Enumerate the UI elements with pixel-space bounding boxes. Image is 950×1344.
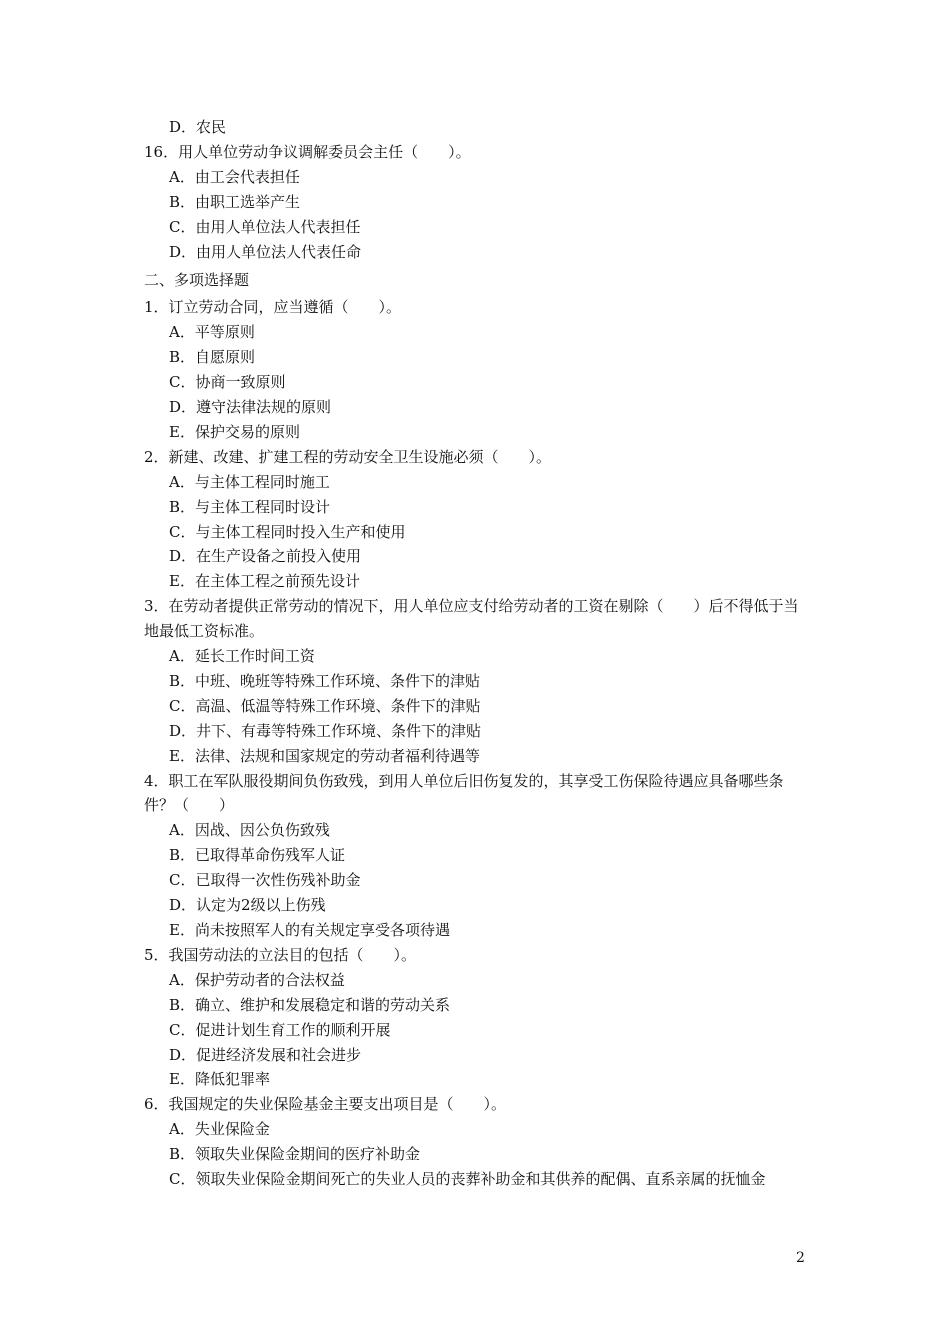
answer-option: B．确立、维护和发展稳定和谐的劳动关系 <box>169 995 451 1014</box>
answer-option: A．由工会代表担任 <box>169 167 300 186</box>
answer-option: D．遵守法律法规的原则 <box>169 397 332 416</box>
question-text: 2．新建、改建、扩建工程的劳动安全卫生设施必须（ ）。 <box>144 447 552 466</box>
answer-option: C．协商一致原则 <box>169 373 286 392</box>
answer-option: E．降低犯罪率 <box>169 1070 270 1089</box>
answer-option: C．领取失业保险金期间死亡的失业人员的丧葬补助金和其供养的配偶、直系亲属的抚恤金 <box>169 1170 766 1189</box>
answer-option: A．保护劳动者的合法权益 <box>169 970 345 989</box>
question-text: 5．我国劳动法的立法目的包括（ ）。 <box>144 945 417 964</box>
answer-option: E．保护交易的原则 <box>169 422 300 441</box>
answer-option: A．因战、因公负伤致残 <box>169 821 330 840</box>
answer-option: C．促进计划生育工作的顺利开展 <box>169 1020 391 1039</box>
answer-option: D．农民 <box>169 118 227 136</box>
answer-option: C．由用人单位法人代表担任 <box>169 217 361 236</box>
answer-option: B．与主体工程同时设计 <box>169 497 331 516</box>
question-text: 4．职工在军队服役期间负伤致残，到用人单位后旧伤复发的，其享受工伤保险待遇应具备哪些条件？（ ） <box>144 771 784 815</box>
question-text: 16．用人单位劳动争议调解委员会主任（ ）。 <box>144 142 471 161</box>
answer-option: E．法律、法规和国家规定的劳动者福利待遇等 <box>169 746 480 765</box>
answer-option: C．已取得一次性伤残补助金 <box>169 871 361 890</box>
answer-option: A．平等原则 <box>169 323 255 342</box>
answer-option: D．由用人单位法人代表任命 <box>169 242 362 261</box>
answer-option: D．促进经济发展和社会进步 <box>169 1045 362 1064</box>
answer-option: D．认定为2级以上伤残 <box>169 896 326 915</box>
question-text: 1．订立劳动合同，应当遵循（ ）。 <box>144 298 402 317</box>
answer-option: B．中班、晚班等特殊工作环境、条件下的津贴 <box>169 671 481 690</box>
answer-option: B．由职工选举产生 <box>169 192 301 211</box>
question-text: 6．我国规定的失业保险基金主要支出项目是（ ）。 <box>144 1095 507 1114</box>
answer-option: E．尚未按照军人的有关规定享受各项待遇 <box>169 921 450 939</box>
answer-option: A．与主体工程同时施工 <box>169 472 330 491</box>
answer-option: B．领取失业保险金期间的医疗补助金 <box>169 1145 421 1164</box>
answer-option: C．高温、低温等特殊工作环境、条件下的津贴 <box>169 696 481 715</box>
page-content <box>144 115 809 1192</box>
answer-option: A．延长工作时间工资 <box>169 647 315 666</box>
answer-option: C．与主体工程同时投入生产和使用 <box>169 522 406 541</box>
answer-option: A．失业保险金 <box>169 1120 270 1139</box>
answer-option: D．井下、有毒等特殊工作环境、条件下的津贴 <box>169 721 482 740</box>
answer-option: D．在生产设备之前投入使用 <box>169 547 362 566</box>
answer-option: E．在主体工程之前预先设计 <box>169 572 360 591</box>
question-text: 3．在劳动者提供正常劳动的情况下，用人单位应支付给劳动者的工资在剔除（ ）后不得低于当地最低工资标准。 <box>144 597 799 641</box>
answer-option: B．已取得革命伤残军人证 <box>169 846 346 865</box>
answer-option: B．自愿原则 <box>169 348 256 367</box>
section-heading: 二、多项选择题 <box>144 271 250 290</box>
page-number: 2 <box>796 1250 805 1266</box>
